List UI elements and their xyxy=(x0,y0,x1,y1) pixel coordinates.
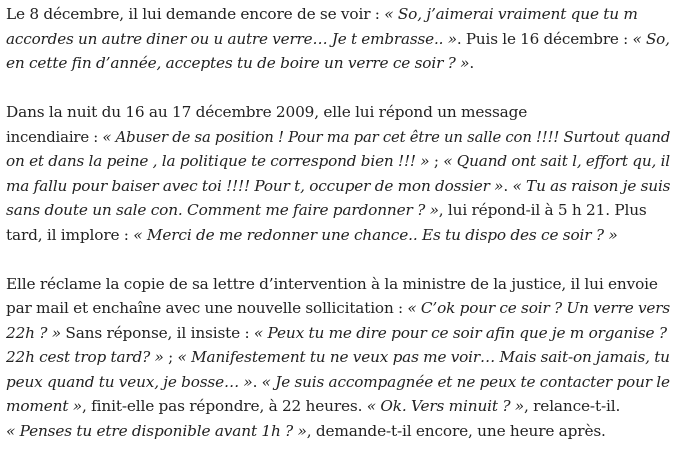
text-line xyxy=(6,223,670,248)
quote-text: « Je suis accompagnée et ne peux te contacter pour le xyxy=(261,372,670,391)
narrative-text: Elle réclame la copie de sa lettre d’intervention à la ministre de la justice, il lui envoie xyxy=(6,274,658,293)
text-line xyxy=(6,321,670,346)
text-line xyxy=(6,125,671,150)
quote-text: 22h ? » xyxy=(6,323,61,342)
article-paragraph xyxy=(6,272,670,444)
quote-text: « So, xyxy=(632,29,670,48)
quote-text: « Peux tu me dire pour ce soir afin que je m organise ? xyxy=(253,323,667,342)
narrative-text: . xyxy=(252,372,262,391)
text-line xyxy=(6,149,671,174)
quote-text: « Ok. Vers minuit ? » xyxy=(366,397,524,415)
text-line xyxy=(6,2,670,27)
quote-text: peux quand tu veux, je bosse… » xyxy=(6,372,253,391)
narrative-text: Sans réponse, il insiste : xyxy=(60,323,254,342)
quote-text: « So, j’aimerai vraiment que tu m xyxy=(384,5,638,23)
narrative-text: Dans la nuit du 16 au 17 décembre 2009, elle lui répond un message xyxy=(6,103,528,121)
quote-text: « Merci de me redonner une chance.. Es tu dispo des ce soir ? » xyxy=(133,225,618,244)
text-line xyxy=(6,51,670,76)
quote-text: « Penses tu etre disponible avant 1h ? » xyxy=(6,421,307,440)
text-line xyxy=(6,394,670,419)
quote-text: on et dans la peine , la politique te correspond bien !!! » xyxy=(6,152,430,170)
text-line xyxy=(6,198,670,223)
narrative-text: . xyxy=(503,176,513,195)
text-line xyxy=(6,419,670,444)
quote-text: sans doute un sale con. Comment me faire pardonner ? » xyxy=(6,201,439,219)
text-line xyxy=(6,100,670,125)
narrative-text: , demande-t-il encore, une heure après. xyxy=(306,421,606,440)
article-paragraph xyxy=(6,100,670,247)
text-line xyxy=(6,345,670,370)
quote-text: « Tu as raison je suis xyxy=(512,176,671,195)
text-line xyxy=(6,296,671,321)
narrative-text: , relance-t-il. xyxy=(524,397,621,415)
narrative-text: ; xyxy=(429,152,444,170)
quote-text: moment » xyxy=(6,397,82,415)
narrative-text: Le 8 décembre, il lui demande encore de se voir : xyxy=(6,5,385,23)
quote-text: accordes un autre diner ou u autre verre… Je t embrasse.. » xyxy=(6,29,457,48)
narrative-text: . xyxy=(469,54,475,72)
narrative-text: . Puis le 16 décembre : xyxy=(456,29,633,48)
quote-text: « Quand ont sait l, effort qu, il xyxy=(443,152,671,170)
quote-text: « Abuser de sa position ! Pour ma par cet être un salle con !!!! Surtout quand xyxy=(102,127,671,146)
text-line xyxy=(6,370,670,395)
narrative-text: , finit-elle pas répondre, à 22 heures. xyxy=(82,397,367,415)
narrative-text: par mail et enchaîne avec une nouvelle sollicitation : xyxy=(6,299,408,317)
narrative-text: tard, il implore : xyxy=(6,225,134,244)
quote-text: « Manifestement tu ne veux pas me voir… Mais sait-on jamais, tu xyxy=(177,348,670,366)
text-line xyxy=(6,272,670,297)
article-body xyxy=(6,2,670,468)
quote-text: ma fallu pour baiser avec toi !!!! Pour t, occuper de mon dossier » xyxy=(6,176,504,195)
quote-text: 22h cest trop tard? » xyxy=(6,348,164,366)
quote-text: « C’ok pour ce soir ? Un verre vers xyxy=(407,299,671,317)
narrative-text: ; xyxy=(163,348,178,366)
article-paragraph xyxy=(6,2,670,76)
narrative-text: , lui répond-il à 5 h 21. Plus xyxy=(438,201,647,219)
text-line xyxy=(6,174,671,199)
narrative-text: incendiaire : xyxy=(6,127,103,146)
quote-text: en cette fin d’année, acceptes tu de boire un verre ce soir ? » xyxy=(6,54,470,72)
text-line xyxy=(6,27,670,52)
